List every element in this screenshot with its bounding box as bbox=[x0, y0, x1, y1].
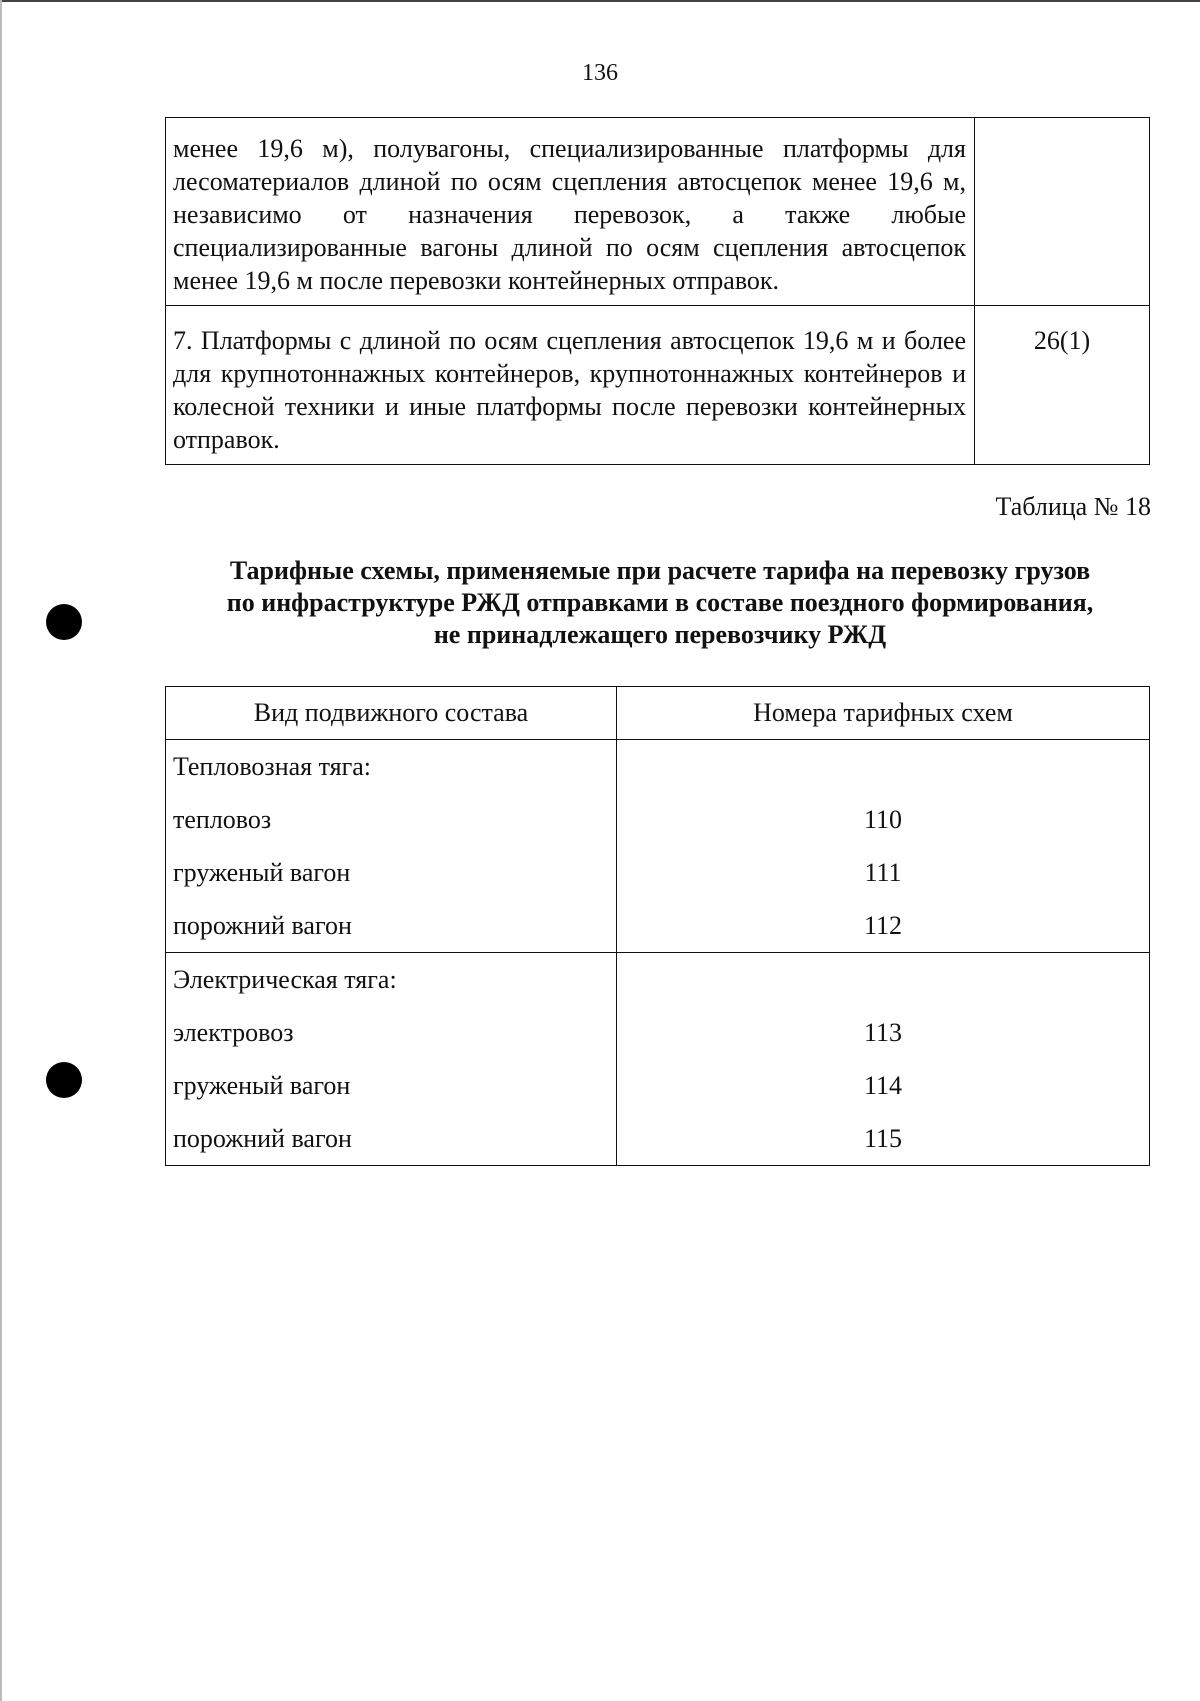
row-scheme: 115 bbox=[617, 1112, 1150, 1166]
table-row bbox=[166, 306, 1150, 465]
title-line: по инфраструктуре РЖД отправками в составе поездного формирования, bbox=[226, 588, 1094, 617]
row-scheme: 114 bbox=[617, 1059, 1150, 1112]
group-row-electric bbox=[166, 953, 1150, 1007]
row-label: порожний вагон bbox=[166, 899, 617, 953]
row-label: груженый вагон bbox=[166, 846, 617, 899]
group-name: Тепловозная тяга: bbox=[166, 740, 617, 794]
row-label: порожний вагон bbox=[166, 1112, 617, 1166]
row-text: менее 19,6 м), полувагоны, специализированные платформы для лесоматериалов длиной по осям сцепления автосцепок менее 19,6 м, независимо от назначения перевозок, а также любые специализированные вагоны длиной по осям сцепления автосцепок менее 19,6 м после перевозки контейнерных отправок. bbox=[166, 118, 975, 306]
scan-border-top bbox=[0, 0, 1200, 2]
row-scheme: 112 bbox=[617, 899, 1150, 953]
table-title bbox=[170, 555, 1150, 651]
row-code bbox=[975, 118, 1150, 306]
table-row bbox=[166, 118, 1150, 306]
table-row bbox=[166, 899, 1150, 953]
row-label: тепловоз bbox=[166, 793, 617, 846]
table-number-label: Таблица № 18 bbox=[995, 492, 1151, 521]
row-scheme: 113 bbox=[617, 1006, 1150, 1059]
table-row bbox=[166, 793, 1150, 846]
title-line: Тарифные схемы, применяемые при расчете тарифа на перевозку грузов bbox=[229, 556, 1091, 585]
group-row-diesel bbox=[166, 740, 1150, 794]
page-number: 136 bbox=[582, 60, 618, 86]
continued-table bbox=[165, 117, 1150, 465]
column-header-scheme-numbers: Номера тарифных схем bbox=[617, 687, 1150, 740]
punch-hole bbox=[46, 1062, 82, 1098]
row-scheme: 111 bbox=[617, 846, 1150, 899]
table-row bbox=[166, 1112, 1150, 1166]
punch-hole bbox=[46, 604, 82, 640]
table-row bbox=[166, 1006, 1150, 1059]
row-scheme: 110 bbox=[617, 793, 1150, 846]
column-header-rolling-stock: Вид подвижного состава bbox=[166, 687, 617, 740]
table-row bbox=[166, 846, 1150, 899]
table-row bbox=[166, 1059, 1150, 1112]
title-line: не принадлежащего перевозчику РЖД bbox=[433, 620, 887, 649]
scan-border-left bbox=[0, 0, 2, 1701]
row-text: 7. Платформы с длиной по осям сцепления автосцепок 19,6 м и более для крупнотоннажных контейнеров, крупнотоннажных контейнеров и колесной техники и иные платформы после перевозки контейнерных отправок. bbox=[166, 306, 975, 465]
row-code: 26(1) bbox=[975, 306, 1150, 465]
row-label: груженый вагон bbox=[166, 1059, 617, 1112]
row-label: электровоз bbox=[166, 1006, 617, 1059]
group-name: Электрическая тяга: bbox=[166, 953, 617, 1007]
tariff-schemes-table bbox=[165, 686, 1150, 1166]
header-row bbox=[166, 687, 1150, 740]
